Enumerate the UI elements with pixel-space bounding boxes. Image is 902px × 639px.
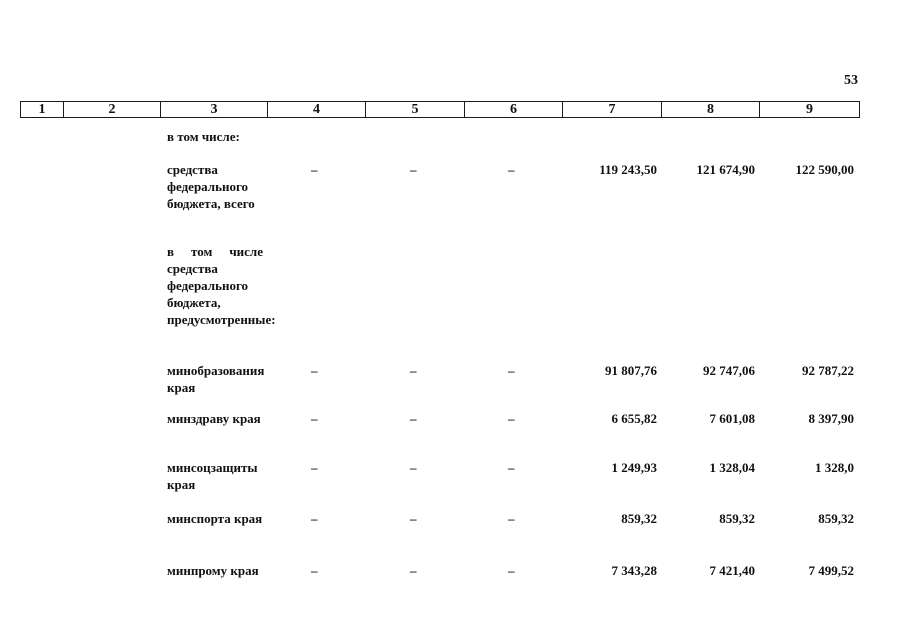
cell-col7: 91 807,76 <box>605 363 657 378</box>
header-col-6: 6 <box>465 102 563 118</box>
cell-col8: 1 328,04 <box>709 460 755 475</box>
cell-col7: 119 243,50 <box>599 162 657 177</box>
header-col-2: 2 <box>64 102 161 118</box>
cell-col9: 7 499,52 <box>808 563 854 578</box>
header-col-4: 4 <box>268 102 366 118</box>
cell-col5: – <box>410 162 417 177</box>
cell-col6: – <box>508 363 515 378</box>
cell-col8: 7 601,08 <box>709 411 755 426</box>
row-label: минпрому края <box>167 563 259 578</box>
cell-col9: 859,32 <box>818 511 854 526</box>
cell-col7: 6 655,82 <box>611 411 657 426</box>
cell-col6: – <box>508 563 515 578</box>
cell-col5: – <box>410 563 417 578</box>
column-number-header <box>20 101 860 118</box>
cell-col4: – <box>311 460 318 475</box>
cell-col8: 92 747,06 <box>703 363 755 378</box>
intro-text: в том числе: <box>167 129 240 144</box>
row-label: минсоцзащиты края <box>167 460 258 492</box>
row-label: минобразования края <box>167 363 265 395</box>
cell-col8: 121 674,90 <box>696 162 755 177</box>
row-label: минздраву края <box>167 411 261 426</box>
cell-col5: – <box>410 511 417 526</box>
cell-col4: – <box>311 411 318 426</box>
row-label: средства федерального бюджета, всего <box>167 162 255 211</box>
header-col-8: 8 <box>662 102 760 118</box>
federal-subheading: в том числе средства федерального бюджета, предусмотренные: <box>167 244 276 327</box>
cell-col5: – <box>410 363 417 378</box>
cell-col4: – <box>311 511 318 526</box>
cell-col9: 92 787,22 <box>802 363 854 378</box>
header-col-5: 5 <box>366 102 465 118</box>
cell-col6: – <box>508 511 515 526</box>
cell-col4: – <box>311 563 318 578</box>
page-number: 53 <box>844 73 858 88</box>
cell-col6: – <box>508 460 515 475</box>
cell-col7: 1 249,93 <box>611 460 657 475</box>
cell-col9: 1 328,0 <box>815 460 854 475</box>
cell-col9: 8 397,90 <box>808 411 854 426</box>
cell-col9: 122 590,00 <box>795 162 854 177</box>
cell-col5: – <box>410 411 417 426</box>
header-col-3: 3 <box>161 102 268 118</box>
cell-col6: – <box>508 162 515 177</box>
header-col-7: 7 <box>563 102 662 118</box>
cell-col8: 7 421,40 <box>709 563 755 578</box>
cell-col7: 859,32 <box>621 511 657 526</box>
cell-col5: – <box>410 460 417 475</box>
row-label: минспорта края <box>167 511 263 526</box>
cell-col4: – <box>311 363 318 378</box>
header-col-1: 1 <box>21 102 64 118</box>
cell-col6: – <box>508 411 515 426</box>
cell-col4: – <box>311 162 318 177</box>
cell-col8: 859,32 <box>719 511 755 526</box>
cell-col7: 7 343,28 <box>611 563 657 578</box>
header-col-9: 9 <box>760 102 860 118</box>
